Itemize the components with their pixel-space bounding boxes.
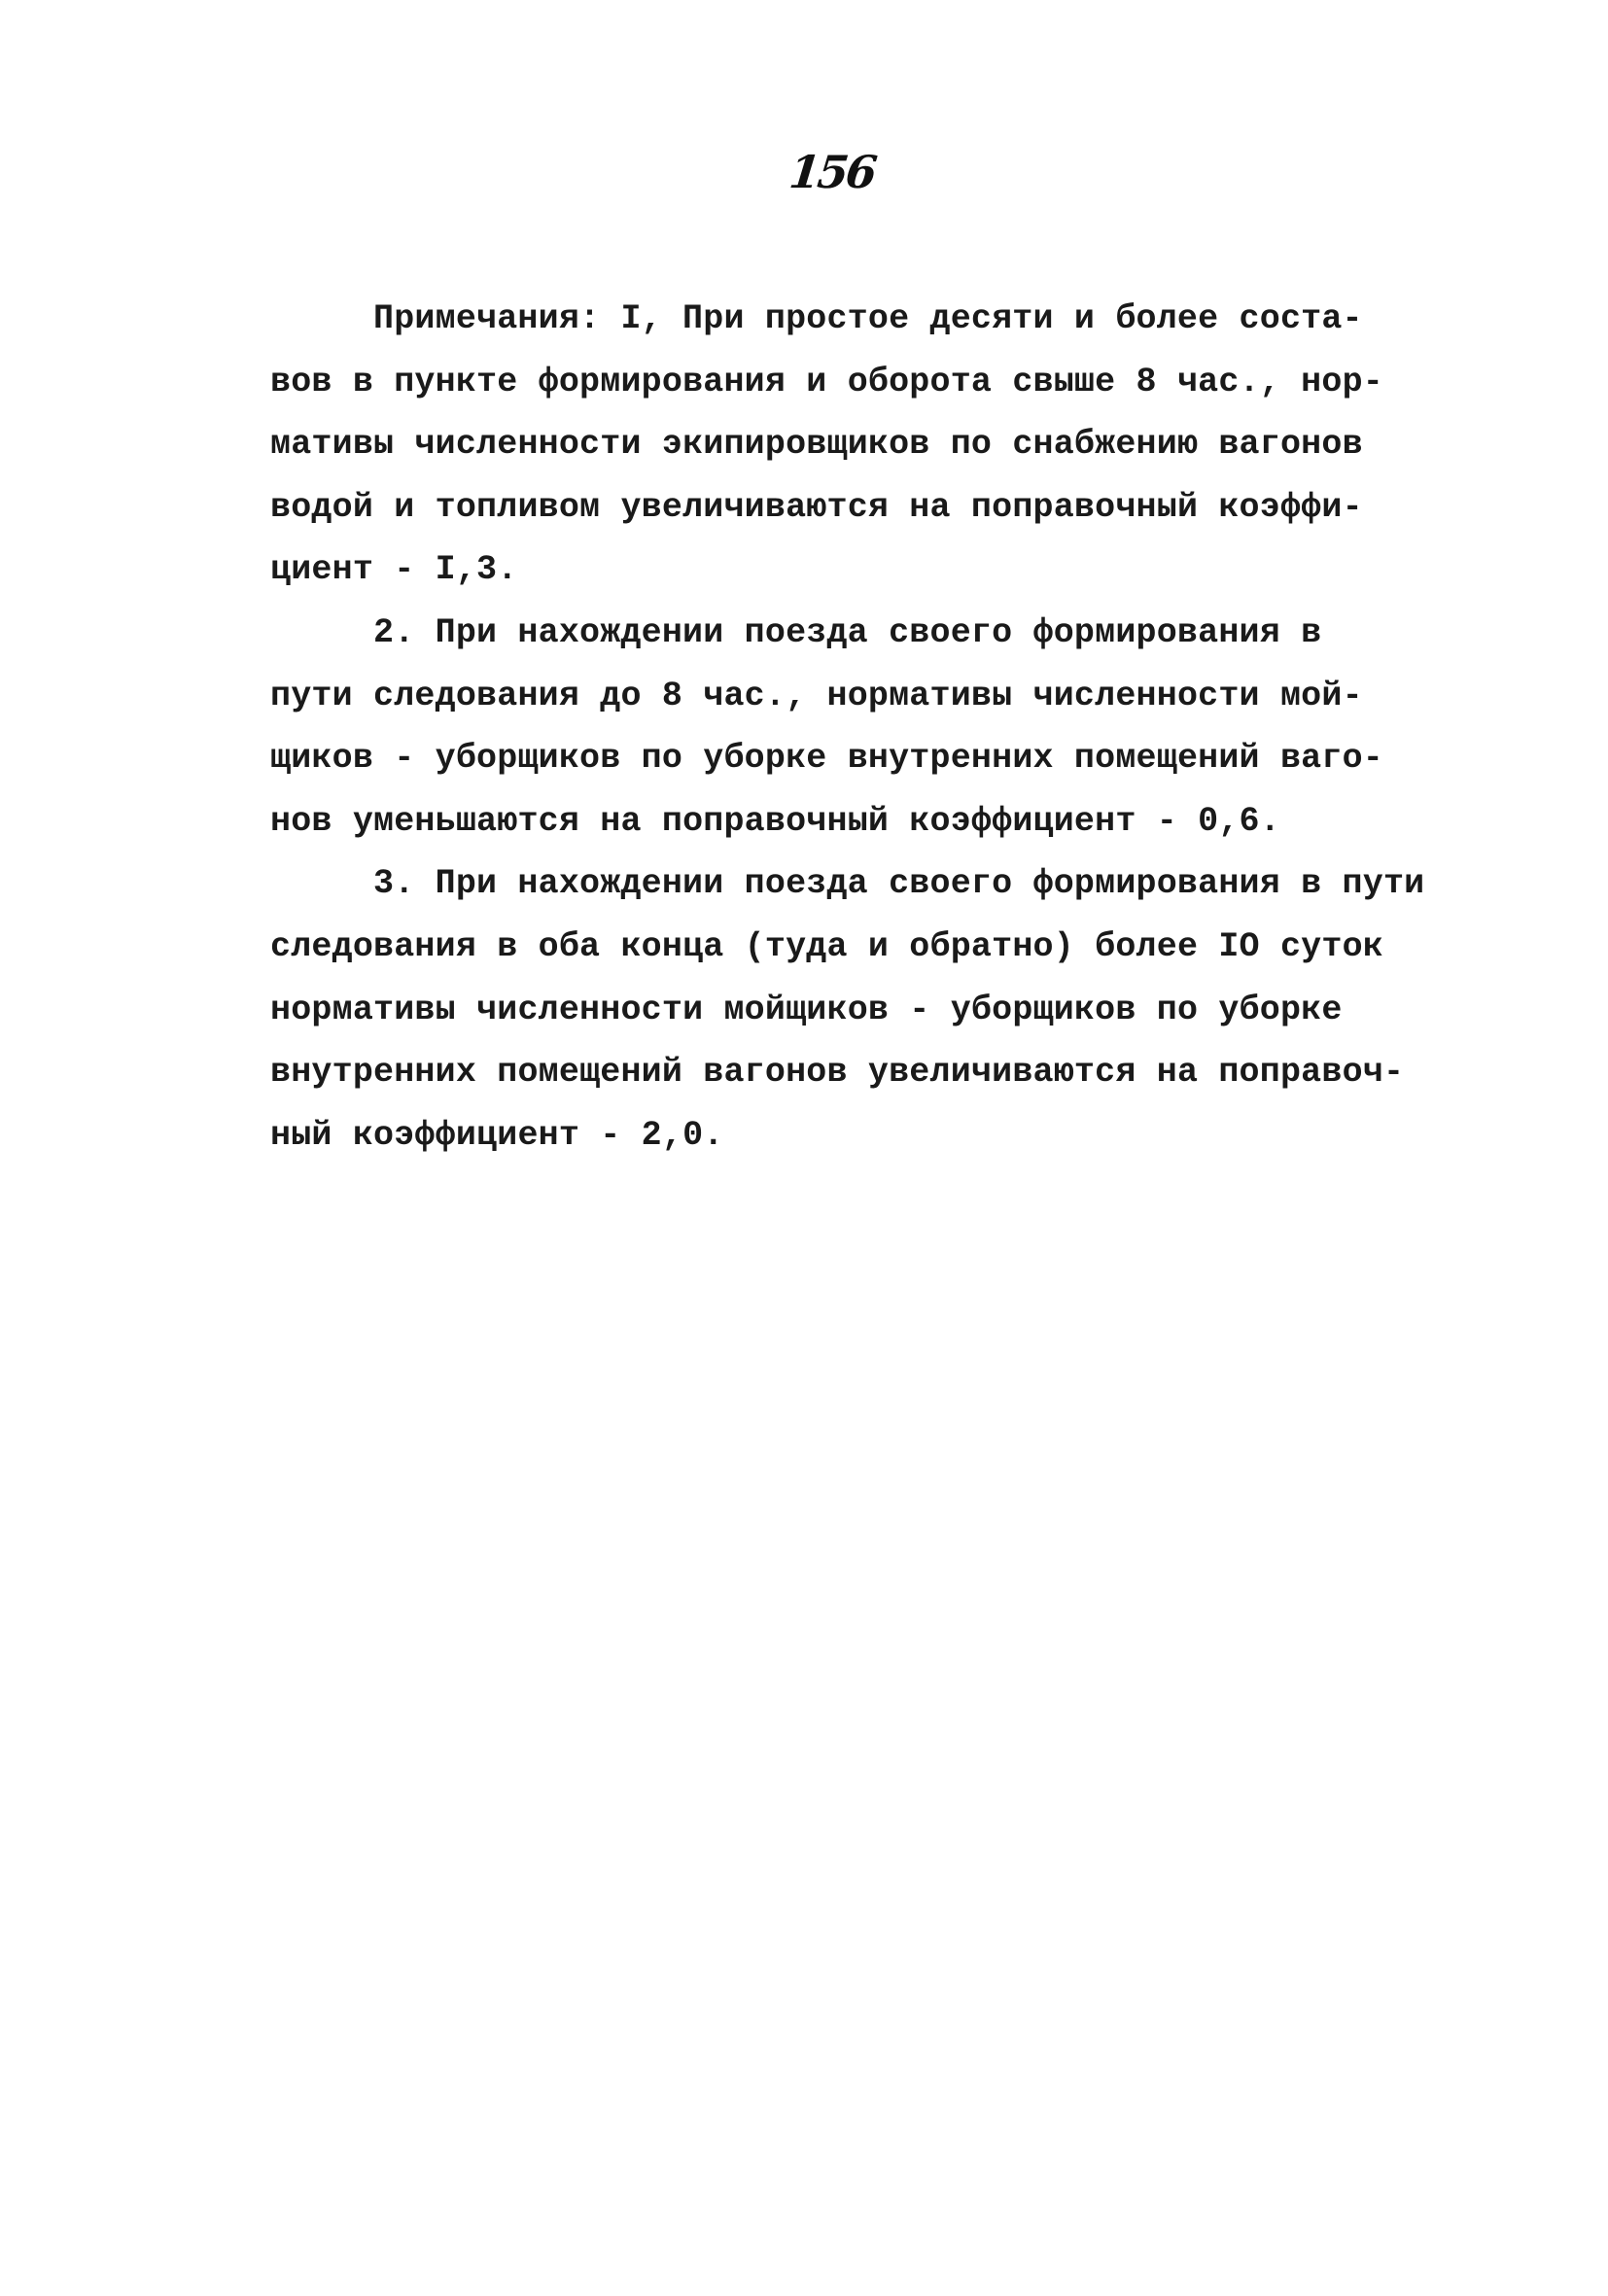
note-3-line-5: ный коэффициент - 2,0. (270, 1115, 724, 1155)
note-1-line-4: водой и топливом увеличиваются на поправочный коэффи- (270, 487, 1363, 527)
note-2-line-3: щиков - уборщиков по уборке внутренних помещений ваго- (270, 739, 1383, 779)
note-1-line-2: вов в пункте формирования и оборота свыше 8 час., нор- (270, 362, 1383, 401)
notes-block (270, 288, 1425, 1166)
note-1-line-1: Примечания: I, При простое десяти и более соста- (373, 299, 1363, 338)
note-3-line-1: 3. При нахождении поезда своего формирования в пути (373, 864, 1425, 904)
note-2-line-2: пути следования до 8 час., нормативы численности мой- (270, 676, 1363, 715)
page-number: 156 (787, 146, 877, 198)
note-2-line-4: нов уменьшаются на поправочный коэффициент - 0,6. (270, 801, 1280, 841)
note-3-line-4: внутренних помещений вагонов увеличиваются на поправоч- (270, 1053, 1405, 1093)
note-1-line-5: циент - I,3. (270, 550, 518, 590)
note-1-line-3: мативы численности экипировщиков по снабжению вагонов (270, 425, 1363, 465)
note-2-line-1: 2. При нахождении поезда своего формирования в (373, 612, 1322, 652)
note-3-line-3: нормативы численности мойщиков - уборщиков по уборке (270, 990, 1343, 1029)
note-3-line-2: следования в оба конца (туда и обратно) более IO суток (270, 926, 1383, 966)
